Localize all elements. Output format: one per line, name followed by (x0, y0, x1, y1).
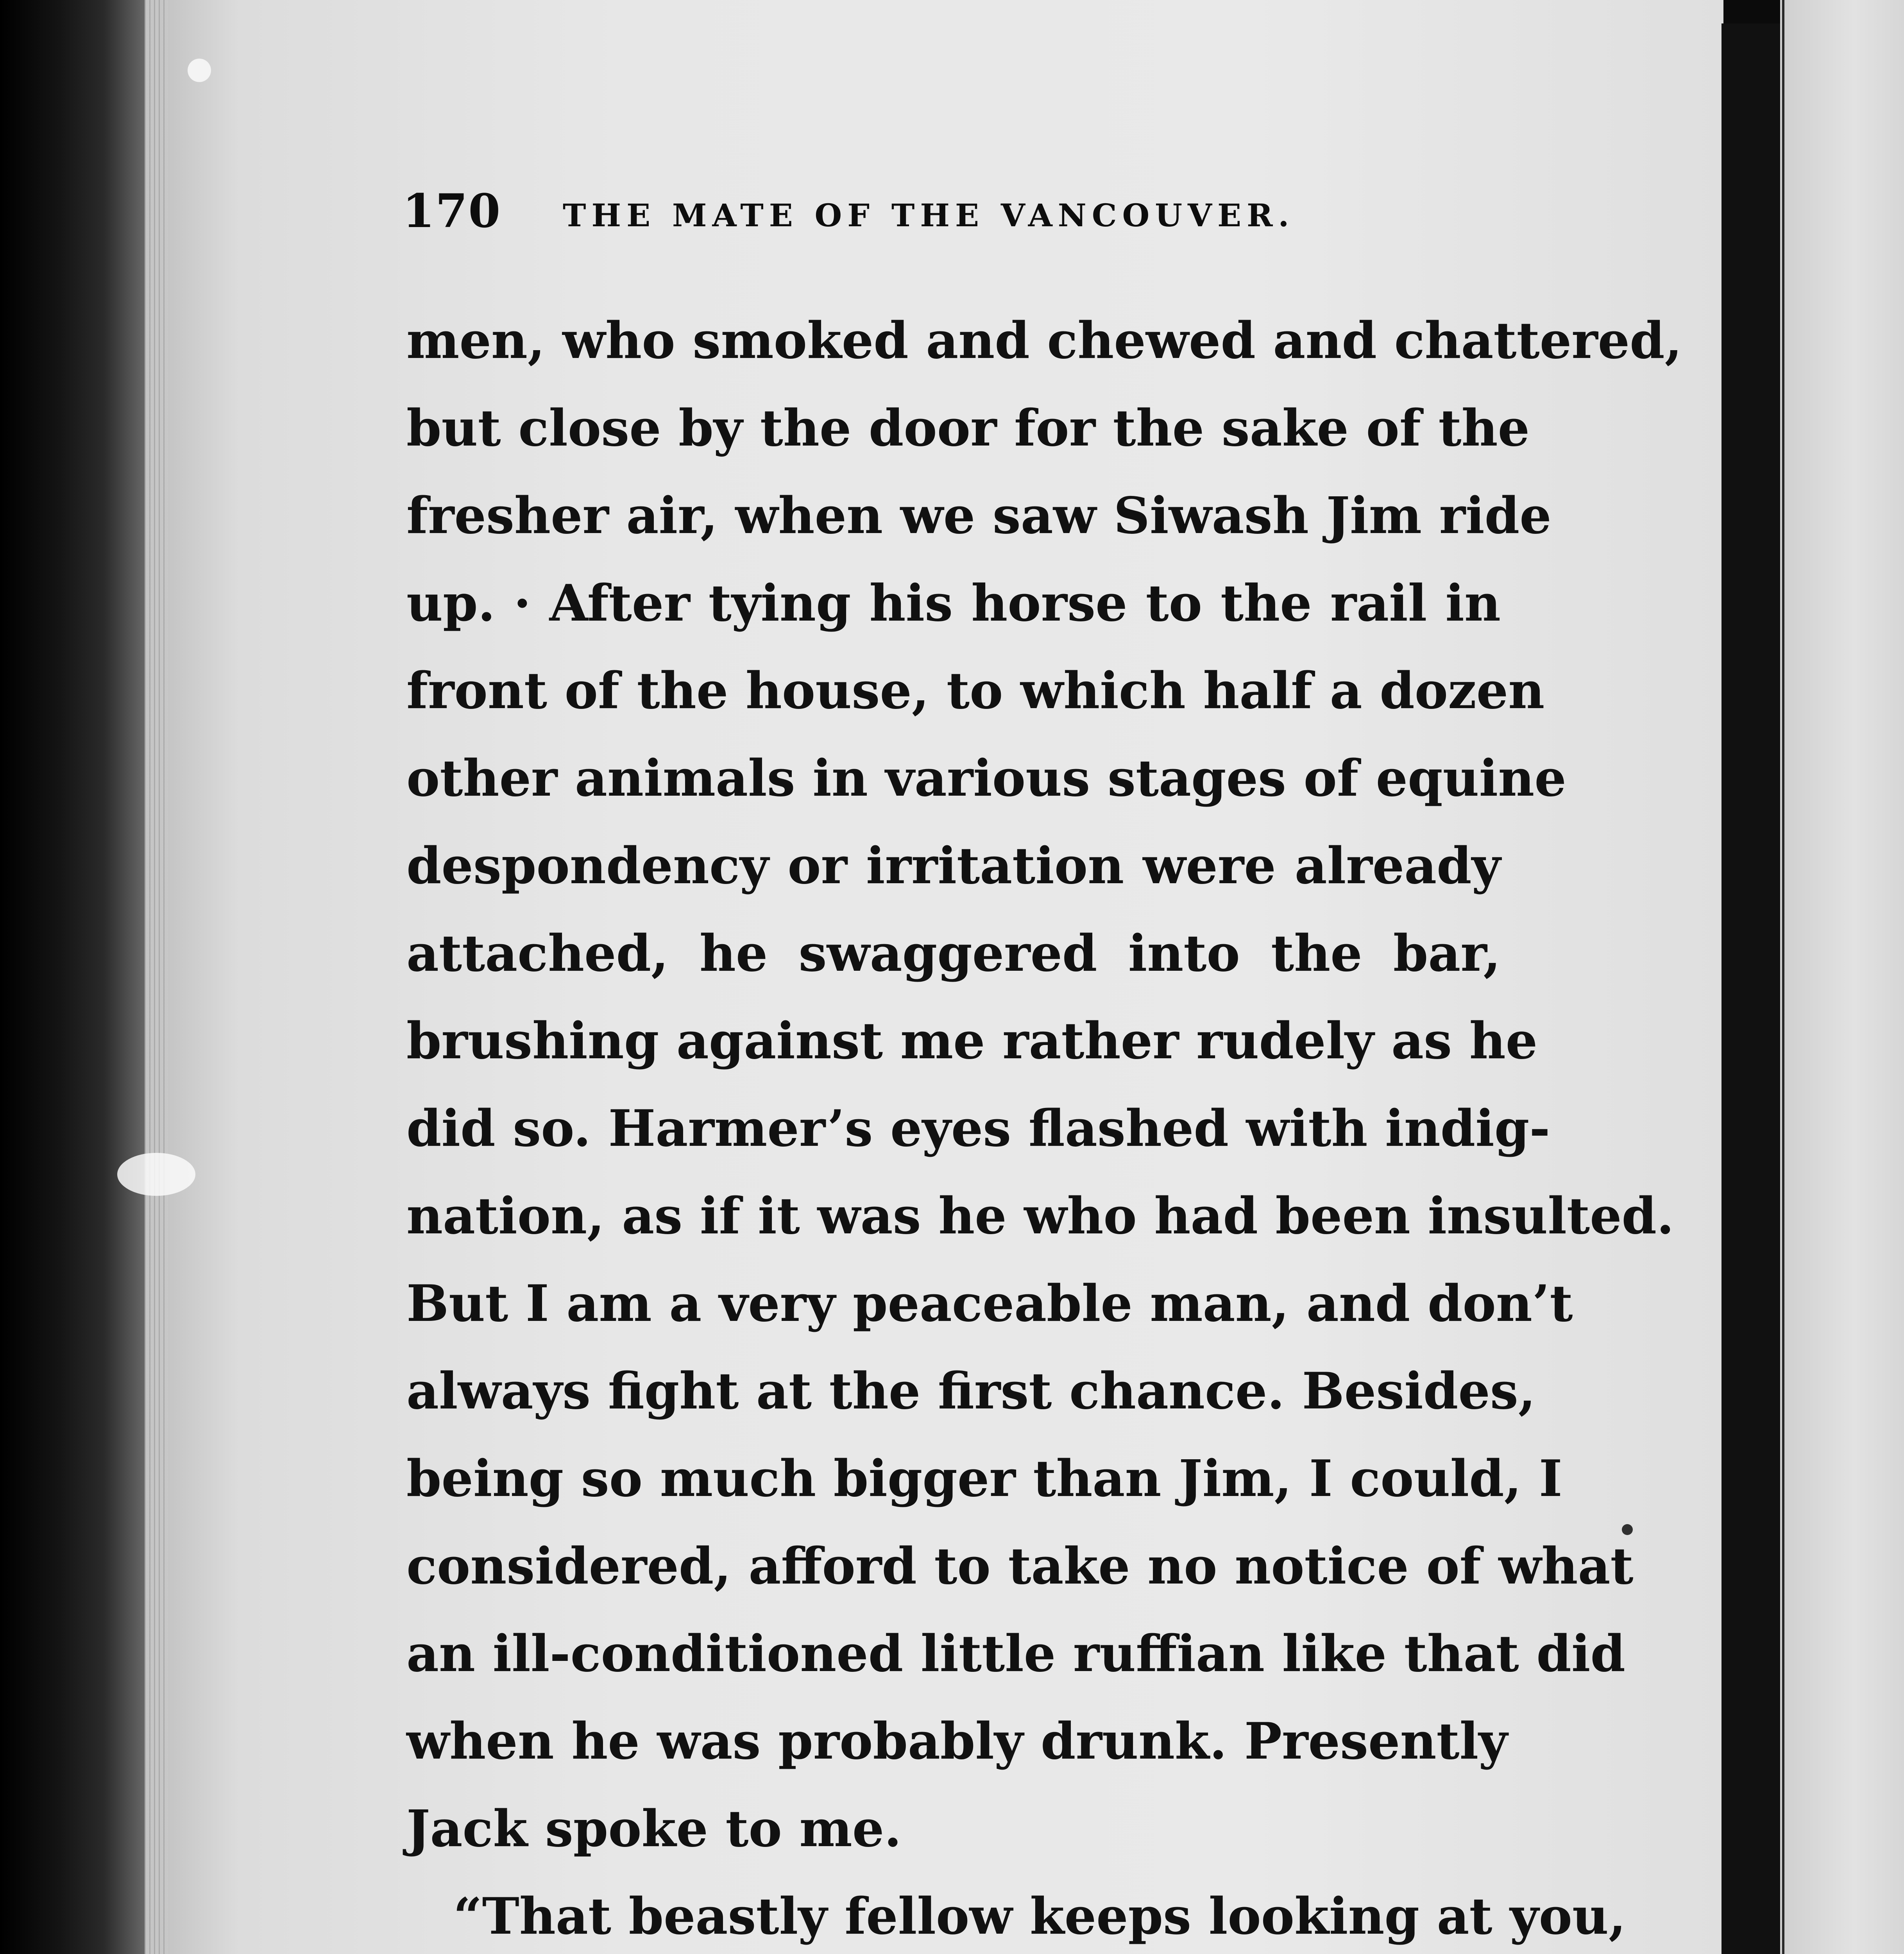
text-line: attached, he swaggered into the bar, (406, 924, 1501, 983)
text-line: considered, afford to take no notice of what (406, 1537, 1634, 1596)
text-line: but close by the door for the sake of the (406, 399, 1530, 458)
book-binding-shadow (0, 0, 149, 1954)
text-line: fresher air, when we saw Siwash Jim ride (406, 487, 1551, 545)
facing-page-divider (1782, 0, 1784, 1954)
text-line: up. · After tying his horse to the rail in (406, 574, 1501, 633)
text-line: being so much bigger than Jim, I could, I (406, 1449, 1562, 1508)
text-line: did so. Harmer’s eyes flashed with indig- (406, 1099, 1550, 1158)
dust-speck (188, 59, 211, 82)
running-head: THE MATE OF THE VANCOUVER. (563, 197, 1295, 234)
text-line: brushing against me rather rudely as he (406, 1012, 1538, 1070)
page-number: 170 (403, 184, 501, 238)
facing-page-edge (1780, 0, 1904, 1954)
text-line: Jack spoke to me. (406, 1800, 902, 1858)
text-line: despondency or irritation were already (406, 837, 1501, 895)
page-edge-lines (145, 0, 168, 1954)
text-line: nation, as if it was he who had been insulted. (406, 1187, 1674, 1245)
text-line: other animals in various stages of equine (406, 749, 1566, 808)
dust-speck (1622, 1524, 1633, 1535)
text-line: men, who smoked and chewed and chattered, (406, 311, 1682, 370)
text-line: an ill-conditioned little ruffian like that did (406, 1625, 1625, 1683)
text-line: But I am a very peaceable man, and don’t (406, 1274, 1573, 1333)
text-line: when he was probably drunk. Presently (406, 1712, 1508, 1771)
text-line: “That beastly fellow keeps looking at you, (453, 1887, 1626, 1946)
page-header (403, 184, 1387, 250)
text-line: front of the house, to which half a dozen (406, 662, 1545, 720)
body-text (406, 297, 1682, 1954)
right-binding-shadow (1721, 23, 1780, 1954)
dust-speck (117, 1153, 195, 1196)
text-line: always fight at the first chance. Besides, (406, 1362, 1536, 1421)
